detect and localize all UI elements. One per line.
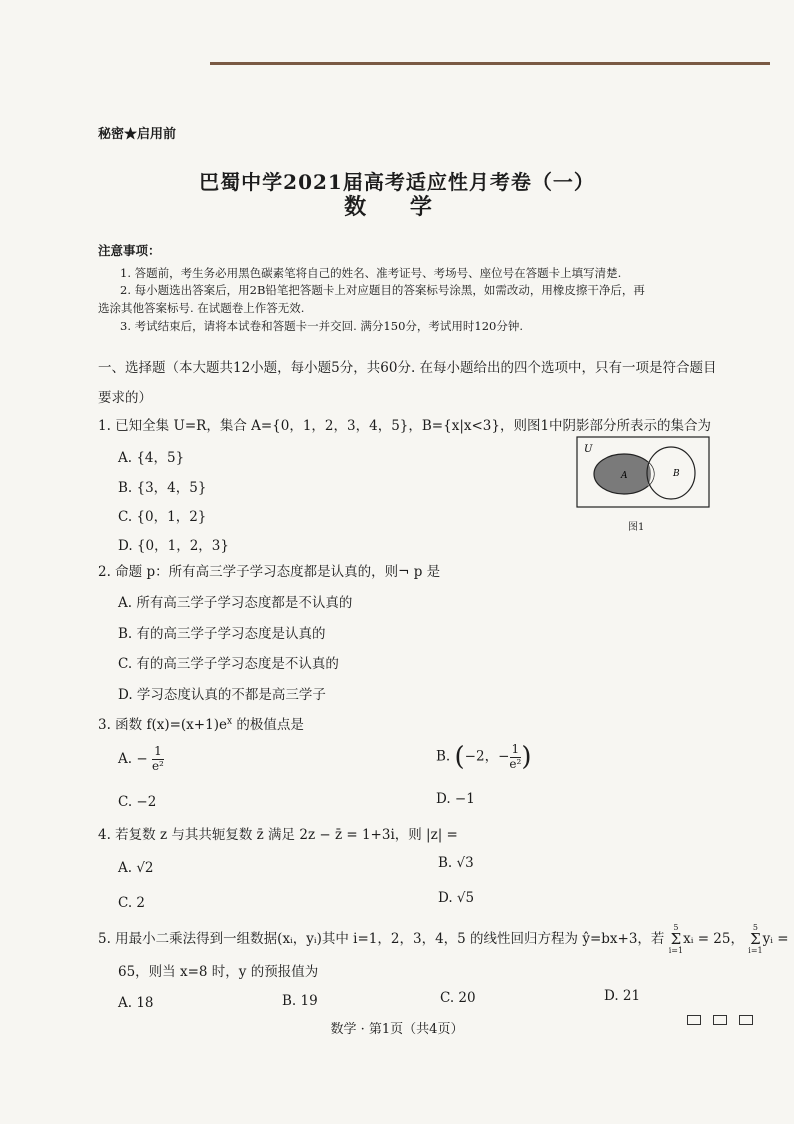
note-2-cont: 选涂其他答案标号. 在试题卷上作答无效.	[98, 301, 305, 315]
q2-option-b: B. 有的高三学子学习态度是认真的	[118, 626, 326, 642]
q5-option-b: B. 19	[282, 993, 318, 1009]
q3-option-a-numerator: 1	[154, 744, 162, 758]
q2-option-a: A. 所有高三学子学习态度都是不认真的	[118, 595, 353, 611]
q2-option-c: C. 有的高三学子学习态度是不认真的	[118, 656, 339, 672]
q3-option-c: C. −2	[118, 794, 157, 810]
q5-sum-y-top: 5	[752, 923, 758, 932]
venn-caption: 图1	[628, 522, 645, 533]
answer-box-1	[687, 1015, 701, 1025]
q1-stem: 1. 已知全集 U=R，集合 A={0，1，2，3，4，5}，B={x|x<3}，则图1中阴影部分所表示的集合为	[98, 418, 712, 434]
q4-stem: 4. 若复数 z 与其共轭复数 z̄ 满足 2z − z̄ = 1+3i，则 |z| =	[98, 827, 458, 843]
q5-stem-text: 5. 用最小二乘法得到一组数据(xᵢ，yᵢ)其中 i=1，2，3，4，5 的线性回归方程为 ŷ=bx+3，若	[98, 931, 665, 947]
q3-option-a-fraction	[152, 745, 164, 774]
q1-option-b: B. {3，4，5}	[118, 480, 207, 496]
q3-option-a-label: A. −	[118, 750, 148, 767]
q2-stem: 2. 命题 p：所有高三学子学习态度都是认真的，则¬ p 是	[98, 564, 441, 580]
q5-sum-y-text: yᵢ =	[762, 931, 789, 947]
q5-sum-x-sigma: Σ	[670, 930, 682, 948]
q3-option-b-numerator: 1	[511, 741, 520, 756]
q3-option-b-left-paren: (	[454, 742, 465, 772]
q3-option-b-right-paren: )	[521, 742, 532, 772]
q3-option-b-fraction	[509, 743, 521, 772]
q5-sum-x-text: xᵢ = 25，	[683, 931, 744, 947]
venn-label-b: B	[673, 469, 680, 479]
exam-title: 巴蜀中学2021届高考适应性月考卷（一）	[199, 170, 595, 194]
subject-title: 数 学	[344, 194, 450, 220]
q3-option-b-coord: −2，−	[464, 748, 510, 765]
q1-option-d: D. {0，1，2，3}	[118, 538, 229, 554]
venn-label-a: A	[621, 471, 628, 481]
q4-option-c: C. 2	[118, 895, 146, 911]
section-heading: 一、选择题（本大题共12小题，每小题5分，共60分. 在每小题给出的四个选项中，只有一项是符合题目要求的）	[98, 360, 717, 406]
top-rule	[210, 62, 770, 65]
q3-option-b-denominator: e²	[509, 756, 522, 771]
confidential-label: 秘密★启用前	[98, 127, 177, 142]
q3-stem-exponent: x	[226, 716, 233, 727]
q5-sum-y-sigma: Σ	[750, 930, 761, 948]
q3-option-a	[118, 745, 164, 774]
q5-option-d: D. 21	[604, 988, 641, 1004]
q5-option-a: A. 18	[118, 995, 154, 1011]
q5-stem-line2: 65，则当 x=8 时，y 的预报值为	[118, 964, 319, 980]
venn-label-u: U	[584, 444, 593, 455]
q3-option-b	[436, 742, 531, 772]
q3-option-d: D. −1	[436, 791, 475, 807]
notes-heading: 注意事项：	[98, 243, 161, 258]
q5-option-c: C. 20	[440, 990, 476, 1006]
note-1: 1. 答题前，考生务必用黑色碳素笔将自己的姓名、准考证号、考场号、座位号在答题卡上填写清楚.	[120, 266, 622, 280]
q5-sum-x-bottom: i=1	[668, 946, 684, 955]
q2-option-d: D. 学习态度认真的不都是高三学子	[118, 687, 326, 703]
q5-sum-x	[669, 924, 683, 955]
note-3: 3. 考试结束后，请将本试卷和答题卡一并交回. 满分150分，考试用时120分钟.	[120, 319, 523, 333]
q3-option-b-label: B.	[436, 748, 451, 765]
q1-option-a: A. {4，5}	[118, 450, 185, 466]
q4-option-a: A. √2	[118, 860, 154, 876]
page-footer: 数学 · 第1页（共4页）	[330, 1022, 464, 1037]
q4-option-d: D. √5	[438, 890, 475, 906]
q4-option-b: B. √3	[438, 855, 474, 871]
q3-stem-text: 3. 函数 f(x)=(x+1)e	[98, 717, 227, 733]
answer-box-3	[739, 1015, 753, 1025]
answer-box-2	[713, 1015, 727, 1025]
q5-sum-y	[748, 924, 762, 955]
q3-option-a-denominator: e²	[151, 758, 164, 773]
note-2: 2. 每小题选出答案后，用2B铅笔把答题卡上对应题目的答案标号涂黑，如需改动，用橡皮擦干净后，再	[120, 283, 645, 297]
q3-stem	[98, 713, 304, 733]
q3-stem-tail: 的极值点是	[232, 717, 304, 733]
q5-sum-x-top: 5	[673, 923, 679, 932]
q5-stem	[98, 924, 789, 955]
q1-option-c: C. {0，1，2}	[118, 509, 207, 525]
venn-diagram	[576, 436, 710, 508]
q5-sum-y-bottom: i=1	[748, 946, 763, 955]
